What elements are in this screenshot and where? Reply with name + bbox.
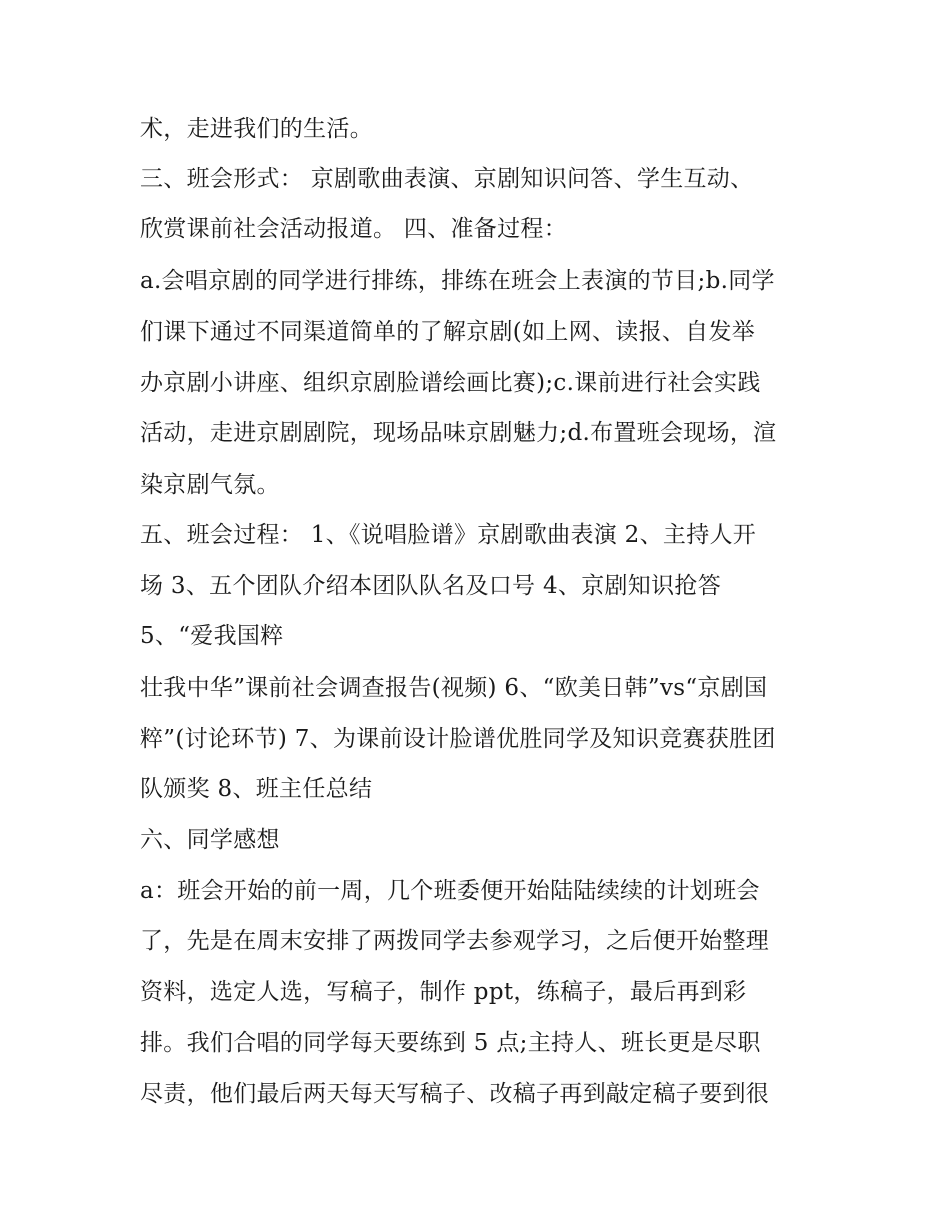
text-line: 壮我中华”课前社会调查报告(视频) 6、“欧美日韩”vs“京剧国 [140,675,768,701]
text-line: 排。我们合唱的同学每天要练到 5 点;主持人、班长更是尽职 [140,1030,761,1056]
text-line: 染京剧气氛。 [140,472,280,498]
text-line: 资料，选定人选，写稿子，制作 ppt，练稿子，最后再到彩 [140,979,747,1005]
text-line: 办京剧小讲座、组织京剧脸谱绘画比赛);c.课前进行社会实践 [140,370,761,396]
text-line: 六、同学感想 [140,827,280,853]
text-line: 欣赏课前社会活动报道。 四、准备过程： [140,216,568,242]
text-line: 粹”(讨论环节) 7、为课前设计脸谱优胜同学及知识竞赛获胜团 [140,726,776,752]
text-line: 尽责，他们最后两天每天写稿子、改稿子再到敲定稿子要到很 [140,1081,770,1107]
text-line: 们课下通过不同渠道简单的了解京剧(如上网、读报、自发举 [140,319,756,345]
text-line: a.会唱京剧的同学进行排练，排练在班会上表演的节目;b.同学 [140,268,775,294]
text-line: 三、班会形式： 京剧歌曲表演、京剧知识问答、学生互动、 [140,166,754,192]
text-line: 五、班会过程： 1、《说唱脸谱》京剧歌曲表演 2、主持人开 [140,522,757,548]
text-line: 队颁奖 8、班主任总结 [140,776,373,802]
text-line: 5、“爱我国粹 [140,623,284,649]
text-line: 活动，走进京剧剧院，现场品味京剧魅力;d.布置班会现场，渲 [140,420,777,446]
text-line: 了，先是在周末安排了两拨同学去参观学习，之后便开始整理 [140,928,770,954]
text-line: 场 3、五个团队介绍本团队队名及口号 4、京剧知识抢答 [140,573,721,599]
text-line: a：班会开始的前一周，几个班委便开始陆陆续续的计划班会 [140,878,760,904]
text-line: 术，走进我们的生活。 [140,116,373,142]
